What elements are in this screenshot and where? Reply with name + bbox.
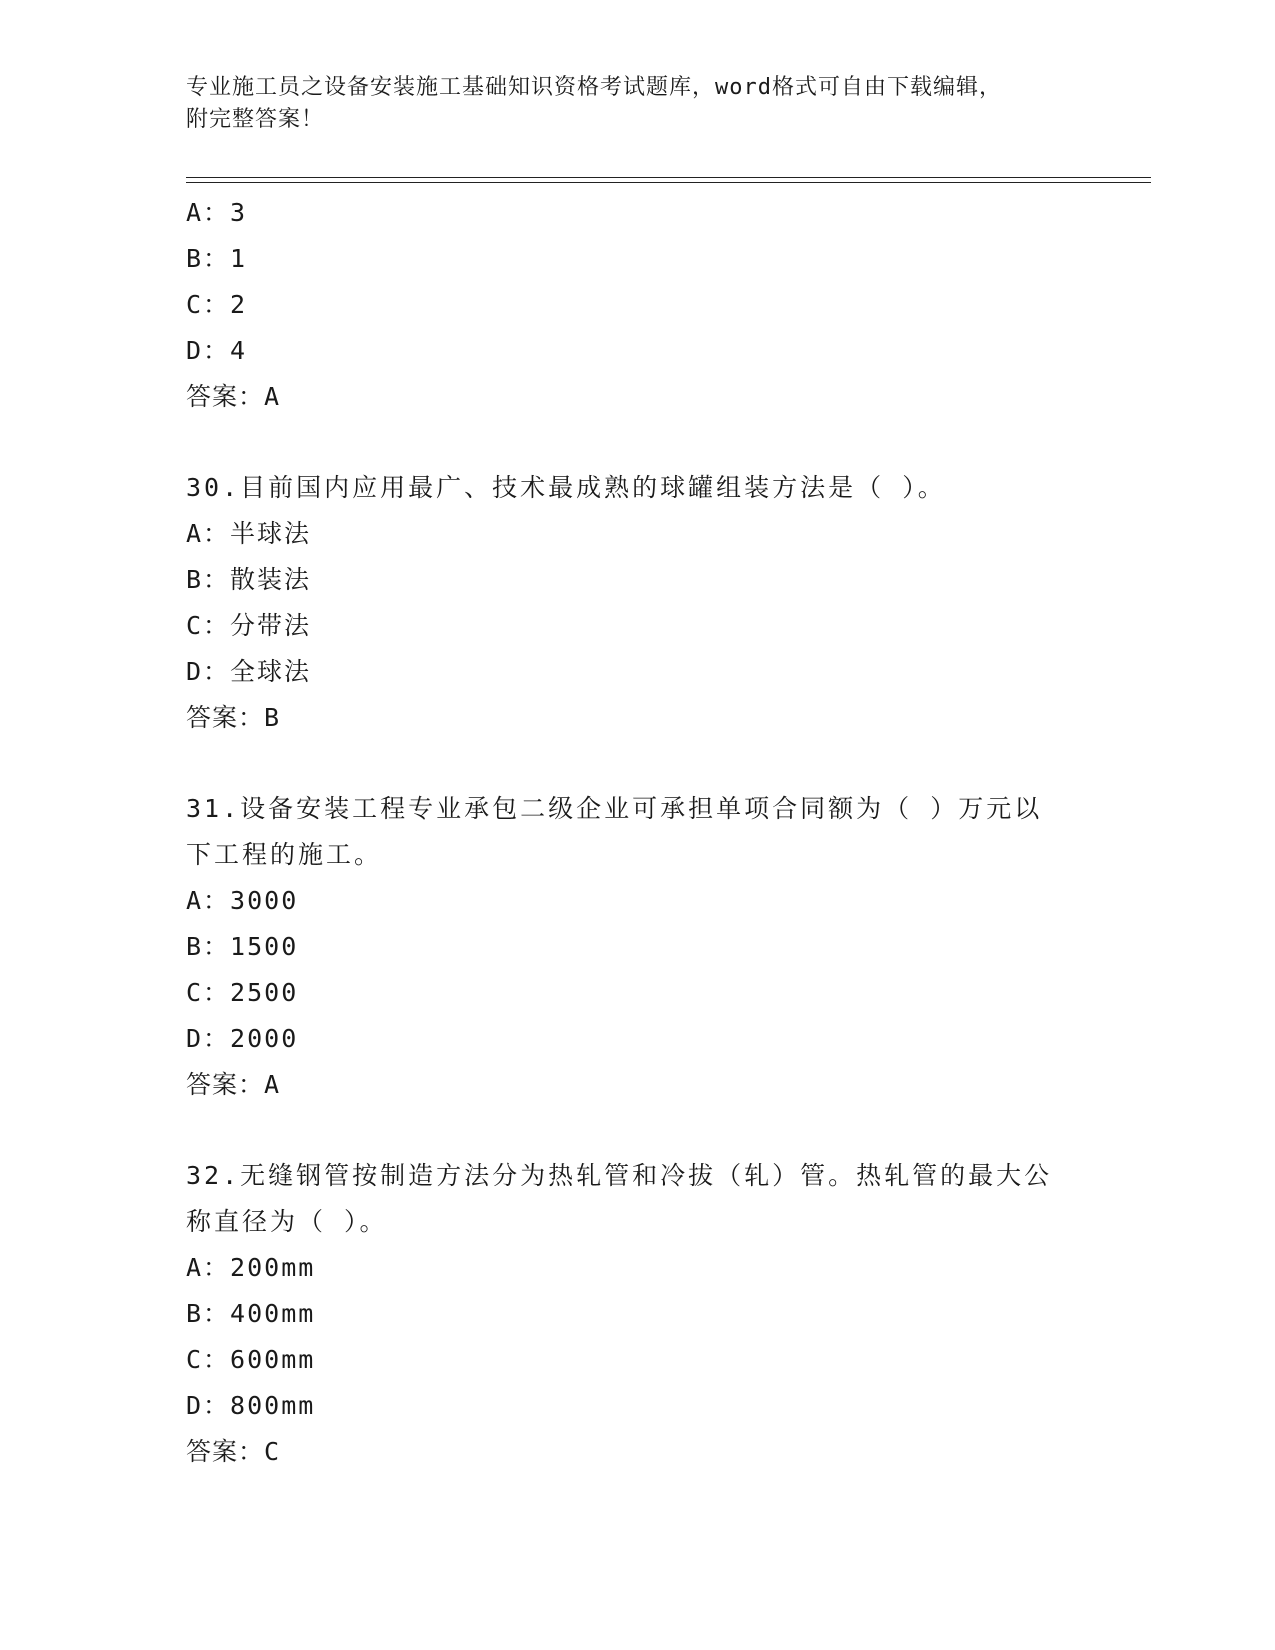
document-header xyxy=(186,72,1086,136)
option-a: A：3000 xyxy=(186,886,299,915)
header-line-1: 专业施工员之设备安装施工基础知识资格考试题库，word格式可自由下载编辑， xyxy=(186,75,1002,100)
question-block-30 xyxy=(186,465,1086,741)
header-rule-bottom xyxy=(186,182,1151,183)
question-block-31 xyxy=(186,786,1086,1108)
option-b: B：1 xyxy=(186,244,248,273)
answer-line: 答案：A xyxy=(186,1070,281,1099)
option-a: A：半球法 xyxy=(186,519,312,548)
option-b: B：400mm xyxy=(186,1299,316,1328)
option-a: A：3 xyxy=(186,198,248,227)
option-d: D：全球法 xyxy=(186,657,312,686)
question-text: 31.设备安装工程专业承包二级企业可承担单项合同额为（ ）万元以 xyxy=(186,794,1043,823)
option-c: C：600mm xyxy=(186,1345,316,1374)
question-block-32 xyxy=(186,1153,1086,1475)
header-rule-top xyxy=(186,177,1151,178)
option-d: D：4 xyxy=(186,336,248,365)
option-d: D：800mm xyxy=(186,1391,316,1420)
answer-line: 答案：A xyxy=(186,382,281,411)
answer-line: 答案：C xyxy=(186,1437,281,1466)
header-line-2: 附完整答案！ xyxy=(186,107,325,132)
question-block-29 xyxy=(186,190,1086,420)
option-c: C：2 xyxy=(186,290,248,319)
option-d: D：2000 xyxy=(186,1024,299,1053)
option-b: B：散装法 xyxy=(186,565,312,594)
option-c: C：2500 xyxy=(186,978,299,1007)
question-text: 30.目前国内应用最广、技术最成熟的球罐组装方法是（ ）。 xyxy=(186,473,946,502)
answer-line: 答案：B xyxy=(186,703,281,732)
option-b: B：1500 xyxy=(186,932,299,961)
question-text: 32.无缝钢管按制造方法分为热轧管和冷拔（轧）管。热轧管的最大公 xyxy=(186,1161,1053,1190)
question-text-continued: 称直径为（ ）。 xyxy=(186,1207,388,1236)
question-text-continued: 下工程的施工。 xyxy=(186,840,383,869)
option-c: C：分带法 xyxy=(186,611,312,640)
option-a: A：200mm xyxy=(186,1253,316,1282)
question-list xyxy=(186,190,1086,1475)
